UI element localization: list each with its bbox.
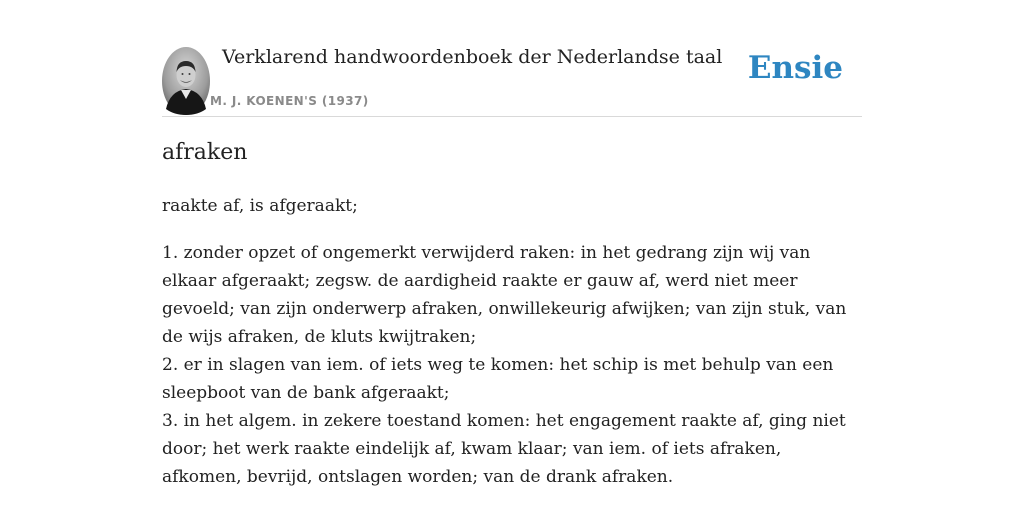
header [162, 44, 862, 117]
definition-3: 3. in het algem. in zekere toestand komen: het engagement raakte af, ging niet door; het werk raakte eindelijk af, kwam klaar; van iem. of iets afraken, afkomen, bevrijd, ontslagen worden; van de drank afraken. [162, 411, 846, 487]
author-portrait-image [162, 47, 210, 115]
book-title: Verklarend handwoordenboek der Nederlandse taal [222, 46, 723, 68]
author-label: M. J. KOENEN'S (1937) [210, 94, 369, 108]
brand-logo-link[interactable]: Ensie [747, 50, 843, 86]
entry-headword: afraken [162, 140, 248, 165]
entry-content [162, 192, 862, 491]
definition-1: 1. zonder opzet of ongemerkt verwijderd raken: in het gedrang zijn wij van elkaar afgeraakt; zegsw. de aardigheid raakte er gauw af, werd niet meer gevoeld; van zijn onderwerp afraken, onwillekeurig afwijken; van zijn stuk, van de wijs afraken, de kluts kwijtraken; [162, 243, 847, 347]
entry-forms: raakte af, is afgeraakt; [162, 196, 358, 216]
definition-2: 2. er in slagen van iem. of iets weg te komen: het schip is met behulp van een sleepboot van de bank afgeraakt; [162, 355, 834, 403]
